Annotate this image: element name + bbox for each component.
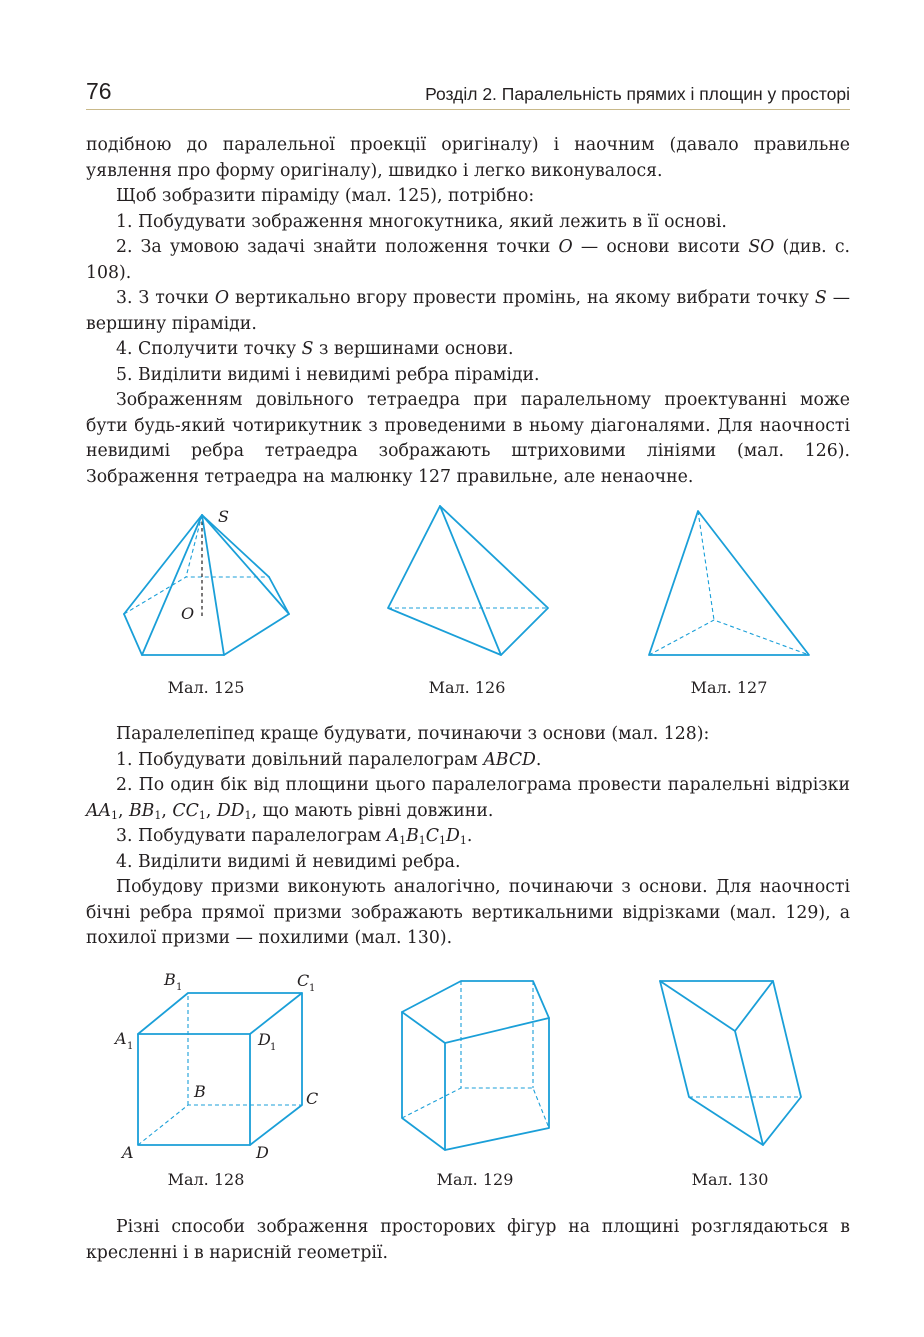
label-A1: A xyxy=(115,1029,127,1048)
text-section-3 xyxy=(86,1215,850,1266)
label-A1-sub: 1 xyxy=(127,1041,134,1052)
paragraph: Щоб зобразити піраміду (мал. 125), потрібно: xyxy=(116,186,535,206)
label-C1: C xyxy=(297,971,310,990)
page-number: 76 xyxy=(86,78,112,104)
list-step: 3. З точки O вертикально вгору провести промінь, на якому вибрати точку S — вершину піраміди. xyxy=(86,288,850,334)
caption-129: Мал. 129 xyxy=(436,1170,514,1189)
list-step: 2. За умовою задачі знайти положення точки O — основи висоти SO (див. с. 108). xyxy=(86,237,850,283)
list-step: 1. Побудувати зображення многокутника, який лежить в її основі. xyxy=(116,211,727,232)
paragraph: подібною до паралельної проекції оригіналу) і наочним (давало правильне уявлення про форму оригіналу), швидко і легко виконувалося. xyxy=(86,135,850,181)
label-D1-sub: 1 xyxy=(270,1042,277,1053)
prism130-visible-edges xyxy=(660,981,801,1145)
list-step: 1. Побудувати довільний паралелограм ABCD. xyxy=(116,749,542,770)
list-step: 5. Виділити видимі і невидимі ребра піраміди. xyxy=(116,364,540,385)
caption-128: Мал. 128 xyxy=(167,1170,245,1189)
list-step: 4. Виділити видимі й невидимі ребра. xyxy=(116,851,461,872)
running-head: Розділ 2. Паралельність прямих і площин у просторі xyxy=(425,84,850,104)
label-D1: D xyxy=(258,1030,271,1049)
paragraph: Побудову призми виконують аналогічно, починаючи з основи. Для наочності бічні ребра прямої призми зображають вертикальними відрізками (мал. 129), а похилої призми — похилими (мал. 130). xyxy=(86,877,850,948)
list-step: 3. Побудувати паралелограм $A_1B_1C_1D_1$. xyxy=(116,826,473,847)
paragraph: Різні способи зображення просторових фігур на площині розглядаються в кресленні і в нарисній геометрії. xyxy=(86,1217,850,1263)
label-B1: B xyxy=(164,970,176,989)
label-O: O xyxy=(181,604,195,623)
label-C1-sub: 1 xyxy=(309,983,316,994)
label-C: C xyxy=(306,1089,319,1108)
list-step: 2. По один бік від площини цього паралелограма провести паралельні відрізки $AA_1$, $BB_1$, $CC_1$, $DD_1$, що мають рівні довжини. xyxy=(86,775,850,822)
label-B: B xyxy=(194,1082,206,1101)
caption-125: Мал. 125 xyxy=(167,678,245,697)
label-S: S xyxy=(218,507,229,526)
caption-127: Мал. 127 xyxy=(690,678,768,697)
paragraph: Зображенням довільного тетраедра при паралельному проектуванні може бути будь-який чотирикутник з проведеними в ньому діагоналями. Для наочності невидимі ребра тетраедра зображають штриховими лініями (мал. 126). Зображення тетраедра на малюнку 127 правильне, але ненаочне. xyxy=(86,390,850,487)
label-A: A xyxy=(122,1143,134,1162)
paragraph: Паралелепіпед краще будувати, починаючи з основи (мал. 128): xyxy=(116,724,710,744)
caption-130: Мал. 130 xyxy=(691,1170,769,1189)
label-D: D xyxy=(256,1143,269,1162)
list-step: 4. Сполучити точку S з вершинами основи. xyxy=(116,339,514,359)
label-B1-sub: 1 xyxy=(176,982,183,993)
caption-126: Мал. 126 xyxy=(428,678,506,697)
